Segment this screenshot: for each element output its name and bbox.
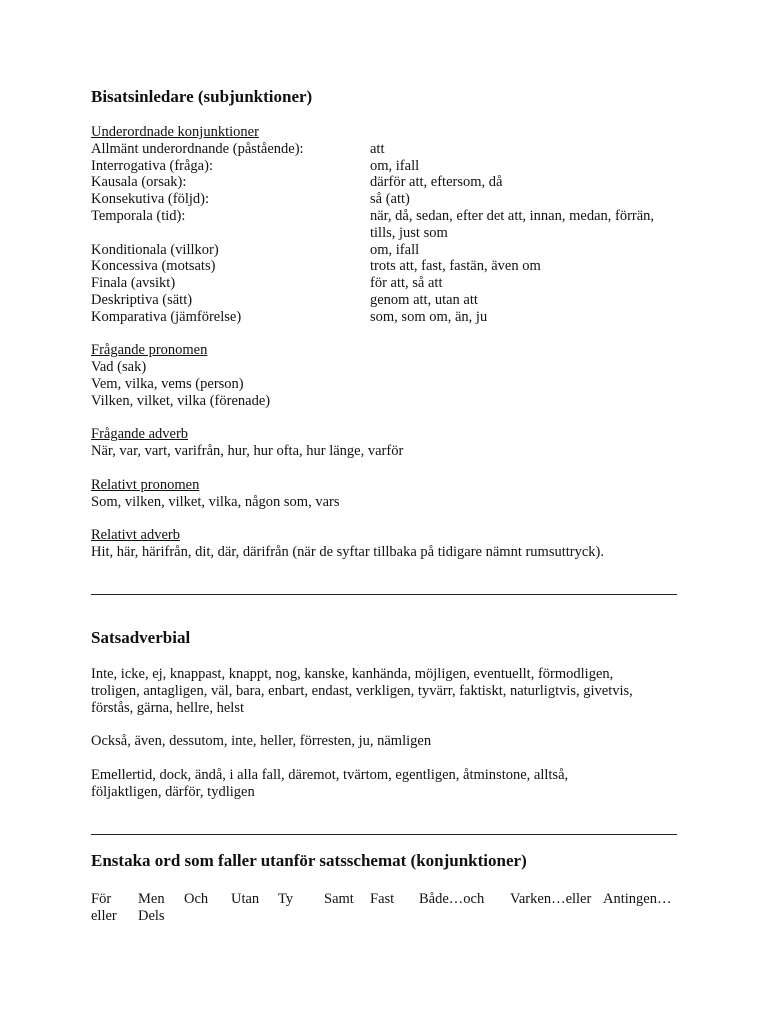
text-line: När, var, vart, varifrån, hur, hur ofta, hur länge, varför: [91, 443, 404, 460]
word: Varken…eller: [510, 891, 592, 907]
relativt-pronomen-block: [91, 477, 677, 511]
section-title-enstaka-ord: Enstaka ord som faller utanför satsschemat (konjunktioner): [91, 851, 527, 870]
conj-row: [91, 141, 677, 158]
text-line: Vem, vilka, vems (person): [91, 375, 244, 392]
conj-value: [370, 208, 677, 242]
conj-row: [91, 242, 677, 259]
word: Antingen…: [603, 891, 672, 907]
conj-row: [91, 158, 677, 175]
subheading-relativt-adverb: Relativt adverb: [91, 527, 180, 544]
relativt-adverb-block: [91, 527, 677, 561]
text-line: Emellertid, dock, ändå, i alla fall, däremot, tvärtom, egentligen, åtminstone, alltså,: [91, 766, 569, 783]
horizontal-divider: [91, 594, 677, 595]
text-line: förstås, gärna, hellre, helst: [91, 699, 245, 716]
word: Både…och: [419, 891, 485, 907]
word: Ty: [278, 891, 294, 907]
conj-row: [91, 292, 677, 309]
conj-value: om, ifall: [370, 241, 420, 258]
conj-value: om, ifall: [370, 157, 420, 174]
conj-row: [91, 208, 677, 242]
conj-row: [91, 309, 677, 326]
enstaka-ord-section: [91, 891, 681, 925]
paragraph: [91, 767, 677, 801]
subheading-underordnade: Underordnade konjunktioner: [91, 124, 259, 140]
conj-row: [91, 191, 677, 208]
conj-label: Koncessiva (motsats): [91, 258, 216, 275]
word: Utan: [231, 891, 260, 907]
conj-row: [91, 275, 677, 292]
conj-row: [91, 174, 677, 191]
conj-label: Deskriptiva (sätt): [91, 291, 193, 308]
conj-label: Interrogativa (fråga):: [91, 157, 213, 174]
conj-value: som, som om, än, ju: [370, 308, 488, 325]
word: Men: [138, 891, 165, 907]
bisatsinledare-section: [91, 124, 677, 561]
word: Dels: [138, 908, 165, 924]
conj-value: så (att): [370, 191, 410, 208]
text-line: Inte, icke, ej, knappast, knappt, nog, kanske, kanhända, möjligen, eventuellt, förmodligen,: [91, 666, 614, 682]
conj-value: därför att, eftersom, då: [370, 174, 503, 191]
conj-value-line: tills, just som: [370, 224, 448, 241]
conj-value: för att, så att: [370, 275, 443, 292]
conj-label: Komparativa (jämförelse): [91, 308, 242, 325]
word: För: [91, 891, 112, 907]
satsadverbial-section: [91, 666, 677, 817]
fragande-pronomen-block: [91, 342, 677, 409]
text-line: troligen, antagligen, väl, bara, enbart, endast, verkligen, tyvärr, faktiskt, naturligtvis, givetvis,: [91, 682, 633, 699]
conj-label: Finala (avsikt): [91, 275, 176, 292]
conj-label: Konditionala (villkor): [91, 241, 219, 258]
text-line: Vad (sak): [91, 359, 147, 376]
subheading-fragande-adverb: Frågande adverb: [91, 426, 189, 443]
conj-label: Temporala (tid):: [91, 207, 186, 224]
subheading-fragande-pronomen: Frågande pronomen: [91, 342, 208, 359]
subheading-relativt-pronomen: Relativt pronomen: [91, 476, 200, 493]
section-title-bisatsinledare: Bisatsinledare (subjunktioner): [91, 87, 313, 106]
paragraph: [91, 666, 677, 716]
text-line: Som, vilken, vilket, vilka, någon som, vars: [91, 493, 340, 510]
text-line: följaktligen, därför, tydligen: [91, 783, 255, 800]
section-title-satsadverbial: Satsadverbial: [91, 628, 191, 647]
word: Och: [184, 891, 209, 907]
conj-value: att: [370, 140, 385, 157]
word-list: [91, 891, 681, 925]
word: Fast: [370, 891, 395, 907]
word: eller: [91, 908, 117, 924]
paragraph: [91, 733, 677, 750]
word: Samt: [324, 891, 354, 907]
text-line: Hit, här, härifrån, dit, där, därifrån (när de syftar tillbaka på tidigare nämnt rumsuttryck).: [91, 543, 604, 560]
fragande-adverb-block: [91, 426, 677, 460]
conj-label: Kausala (orsak):: [91, 174, 187, 191]
conj-label: Konsekutiva (följd):: [91, 191, 209, 208]
conj-value: genom att, utan att: [370, 291, 478, 308]
conj-label: Allmänt underordnande (påstående):: [91, 140, 304, 157]
conj-value-line: när, då, sedan, efter det att, innan, medan, förrän,: [370, 207, 655, 224]
conj-row: [91, 258, 677, 275]
text-line: Också, även, dessutom, inte, heller, förresten, ju, nämligen: [91, 733, 432, 750]
horizontal-divider: [91, 834, 677, 835]
text-line: Vilken, vilket, vilka (förenade): [91, 392, 271, 409]
conj-value: trots att, fast, fastän, även om: [370, 258, 541, 275]
